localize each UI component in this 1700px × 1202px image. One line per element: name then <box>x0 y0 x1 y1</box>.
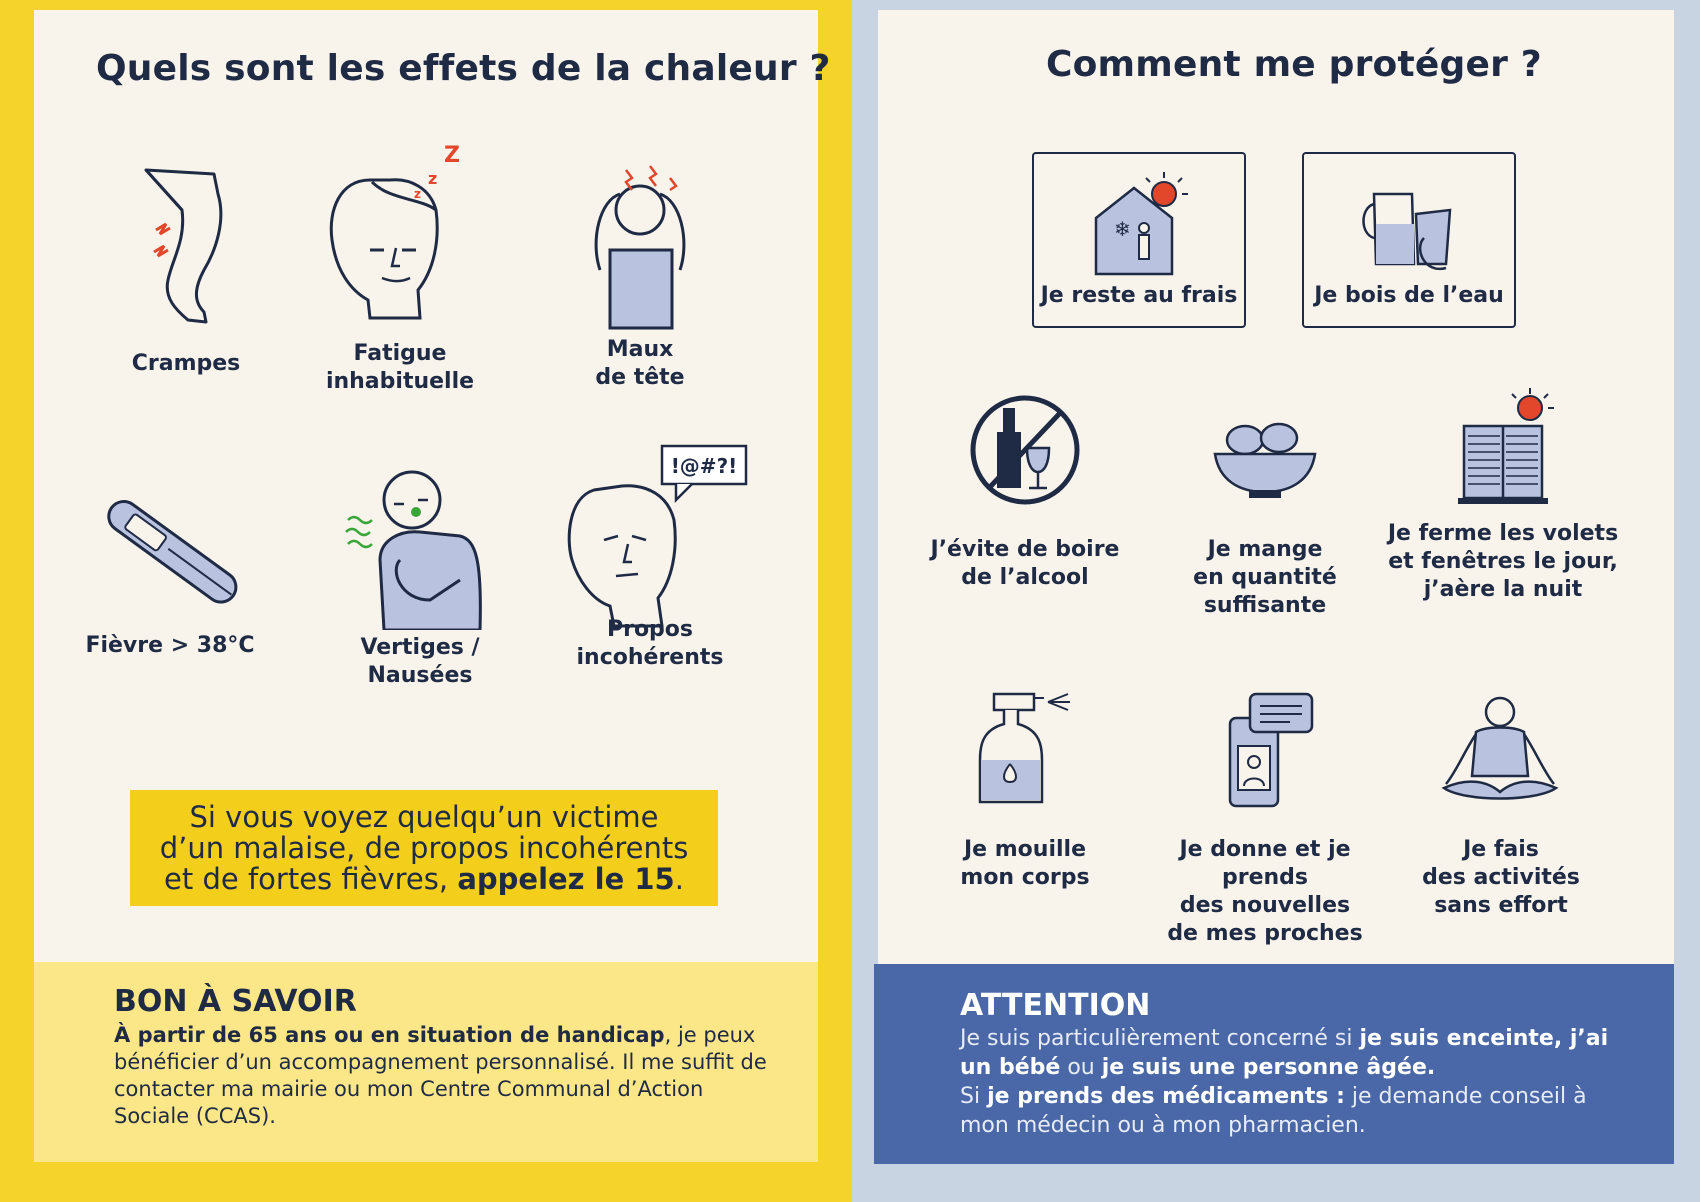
meditation-icon <box>1436 692 1566 812</box>
tip-label: Je fais des activités sans effort <box>1422 837 1580 918</box>
effect-crampes <box>76 160 296 378</box>
confused-face-icon <box>550 440 750 630</box>
shutters-icon <box>1448 386 1558 506</box>
tip-label: J’évite de boire de l’alcool <box>930 537 1120 590</box>
tip-label: Je mouille mon corps <box>960 837 1090 890</box>
card-bois-eau <box>1302 152 1516 328</box>
alert-line-1: Si vous voyez quelqu’un victime <box>189 800 659 834</box>
effect-fievre <box>60 480 280 660</box>
sleep-z-letters: Z <box>444 143 460 168</box>
bon-a-savoir-title: BON À SAVOIR <box>114 984 357 1019</box>
tip-alcool <box>900 392 1150 592</box>
attention-title: ATTENTION <box>960 988 1151 1023</box>
effect-vertiges <box>310 460 530 690</box>
call-15-alert <box>130 790 718 906</box>
protection-title: Comment me protéger ? <box>1046 44 1542 85</box>
food-bowl-icon <box>1205 410 1325 510</box>
effect-label: Propos incohérents <box>576 617 724 670</box>
svg-text:z: z <box>428 169 438 188</box>
nauseous-person-icon <box>340 460 500 630</box>
card-reste-au-frais <box>1032 152 1246 328</box>
bon-a-savoir-box <box>34 962 818 1162</box>
sleepy-face-icon <box>310 140 490 330</box>
headache-person-icon <box>570 150 710 330</box>
attention-box <box>874 964 1674 1164</box>
speech-bubble-text: !@#?! <box>670 454 738 478</box>
thermometer-icon <box>75 480 265 630</box>
tip-mouiller <box>900 690 1150 892</box>
no-alcohol-icon <box>967 392 1083 508</box>
attention-text: Je suis particulièrement concerné si je suis enceinte, j’ai un bébé ou je suis une personne âgée. Si je prends des médicaments : je demande conseil à mon médecin ou à mon pharmacien. <box>960 1026 1609 1138</box>
effects-title: Quels sont les effets de la chaleur ? <box>96 48 831 89</box>
effect-maux-de-tete <box>530 150 750 392</box>
water-jug-icon <box>1354 168 1464 278</box>
tip-volets <box>1378 386 1628 604</box>
spray-bottle-icon <box>960 690 1090 810</box>
tip-nouvelles <box>1140 690 1390 948</box>
tip-label: Je donne et je prends des nouvelles de mes proches <box>1167 837 1363 946</box>
card-label: Je reste au frais <box>1040 283 1238 308</box>
effect-label: Maux de tête <box>595 337 685 390</box>
effect-fatigue <box>290 140 510 396</box>
phone-message-icon <box>1210 690 1320 810</box>
effect-label: Crampes <box>131 351 241 376</box>
effect-propos <box>540 440 760 672</box>
card-label: Je bois de l’eau <box>1314 283 1504 308</box>
effect-label: Vertiges / Nausées <box>360 635 480 688</box>
call-15-emphasis: appelez le 15 <box>457 862 675 896</box>
alert-line-3: et de fortes fièvres, appelez le 15. <box>164 862 684 896</box>
effect-label: Fièvre > 38°C <box>85 633 255 658</box>
tip-label: Je ferme les volets et fenêtres le jour, j’aère la nuit <box>1387 521 1619 602</box>
svg-text:❄: ❄ <box>1114 217 1131 241</box>
tip-manger <box>1140 410 1390 620</box>
effect-label: Fatigue inhabituelle <box>325 341 475 394</box>
tip-label: Je mange en quantité suffisante <box>1193 537 1337 618</box>
cool-house-icon <box>1084 168 1194 278</box>
alert-line-2: d’un malaise, de propos incohérents <box>159 831 689 865</box>
bon-a-savoir-text: À partir de 65 ans ou en situation de handicap, je peux bénéficier d’un accompagnement personnalisé. Il me suffit de contacter ma mairie ou mon Centre Communal d’Action Sociale (CCAS). <box>114 1023 767 1128</box>
svg-text:z: z <box>414 187 421 201</box>
tip-activites <box>1376 692 1626 920</box>
leg-cramp-icon <box>126 160 246 330</box>
